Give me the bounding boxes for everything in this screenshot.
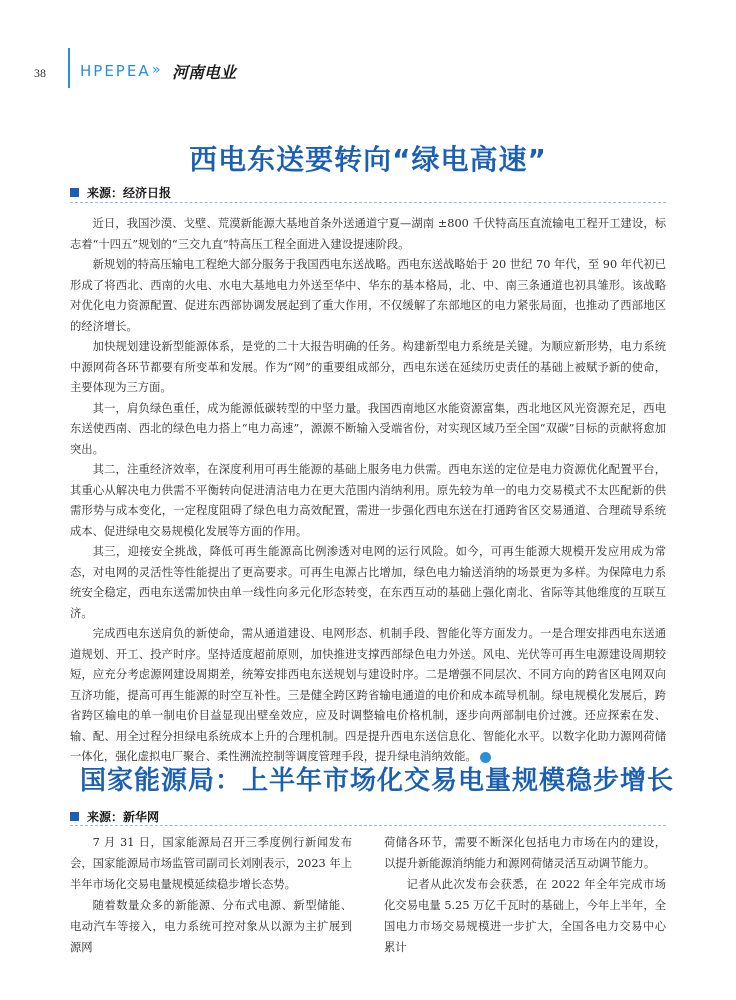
article1-source-text: 来源：经济日报 (87, 186, 172, 200)
brand-separator: » (152, 62, 161, 78)
article1-source (70, 184, 171, 201)
article2-right-column (384, 832, 666, 958)
article2-divider (70, 825, 666, 826)
source-marker-icon (70, 188, 79, 197)
article1-paragraph: 近日，我国沙漠、戈壁、荒漠新能源大基地首条外送通道宁夏—湖南 ±800 千伏特高压直流输电工程开工建设，标志着“十四五”规划的“三交九直”特高压工程全面进入建设提速阶段。 (70, 217, 666, 251)
article2-left-column (70, 832, 352, 958)
header-divider (68, 48, 70, 88)
article1-paragraph-text: 完成西电东送肩负的新使命，需从通道建设、电网形态、机制手段、智能化等方面发力。一是合理安排西电东送通道规划、开工、投产时序。坚持适度超前原则，加快推进支撑西部绿色电力外送。风电、光伏等可再生电源建设周期较短，应充分考虑源网建设周期差，统筹安排西电东送规划与建设时序。二是增强不同层次、不同方向的跨省区电网双向互济功能，提高可再生能源的时空互补性。三是健全跨区跨省输电通道的电价和成本疏导机制。绿电规模化发展后，跨省跨区输电的单一制电价目益显现出壁垒效应，应及时调整输电价格机制，逐步向两部制电价过渡。还应探索在发、输、配、用全过程分担绿电系统成本上升的合理机制。四是提升西电东送信息化、智能化水平。以数字化助力源网荷储一体化，强化虚拟电厂聚合、柔性溯流控制等调度管理手段，提升绿电消纳效能。 (70, 627, 666, 763)
article1-paragraph: 其一，肩负绿色重任，成为能源低碳转型的中坚力量。我国西南地区水能资源富集，西北地区风光资源充足，西电东送使西南、西北的绿色电力搭上“电力高速”，源源不断输入受端省份，对实现区域乃至全国“双碳”目标的贡献将愈加突出。 (70, 401, 666, 456)
article1-paragraph-last (70, 624, 666, 768)
article2-source (70, 808, 159, 825)
article2-paragraph-continued: 荷储各环节，需要不断深化包括电力市场在内的建设，以提升新能源消纳能力和源网荷储灵活互动调节能力。 (384, 836, 666, 870)
article1-paragraph: 加快规划建设新型能源体系，是党的二十大报告明确的任务。构建新型电力系统是关键。为顺应新形势，电力系统中源网荷各环节都要有所变革和发展。作为“网”的重要组成部分，西电东送在延续历史责任的基础上被赋予新的使命，主要体现为三方面。 (70, 340, 666, 394)
article2-paragraph: 7 月 31 日，国家能源局召开三季度例行新闻发布会，国家能源局市场监管司副司长刘刚表示，2023 年上半年市场化交易电量规模延续稳步增长态势。 (70, 836, 352, 891)
article1-paragraph: 其二，注重经济效率，在深度利用可再生能源的基础上服务电力供需。西电东送的定位是电力资源优化配置平台，其重心从解决电力供需不平衡转向促进清洁电力在更大范围内消纳利用。原先较为单一的电力交易模式不太匹配新的供需形势与成本变化，一定程度阻碍了绿色电力高效配置，需进一步强化西电东送在打通跨省区交易通道、合理疏导系统成本、促进绿电交易规模化发展等方面的作用。 (70, 463, 666, 538)
article2-title: 国家能源局：上半年市场化交易电量规模稳步增长 (80, 766, 675, 796)
article1-paragraph: 其三，迎接安全挑战，降低可再生能源高比例渗透对电网的运行风险。如今，可再生能源大规模开发应用成为常态，对电网的灵活性等性能提出了更高要求。可再生电源占比增加，绿色电力输送消纳的场景更为多样。为保障电力系统安全稳定，西电东送需加快由单一线性向多元化形态转变，在东西互动的基础上强化南北、省际等其他维度的互联互济。 (70, 545, 666, 620)
brand-logo-cn: 河南电业 (172, 63, 237, 82)
source-marker-icon (70, 812, 79, 821)
article1-divider (70, 202, 666, 203)
page-number: 38 (34, 66, 46, 80)
article2-paragraph: 随着数量众多的新能源、分布式电源、新型储能、电动汽车等接入，电力系统可控对象从以源为主扩展到源网 (70, 899, 352, 954)
article1-body (70, 214, 666, 768)
brand-logo-latin: HPEPEA (80, 62, 151, 80)
article2-source-text: 来源：新华网 (87, 810, 160, 824)
article2-paragraph: 记者从此次发布会获悉，在 2022 年全年完成市场化交易电量 5.25 万亿千瓦时的基础上，今年上半年，全国电力市场交易规模进一步扩大，全国各电力交易中心累计 (384, 878, 666, 954)
article1-paragraph: 新规划的特高压输电工程绝大部分服务于我国西电东送战略。西电东送战略始于 20 世纪 70 年代，至 90 年代初已形成了将西北、西南的火电、水电大基地电力外送至华中、华东的基本格局，北、中、南三条通道也初具雏形。该战略对优化电力资源配置、促进东西部协调发展起到了重大作用，不仅缓解了东部地区的电力紧张局面，也推动了西部地区的经济增长。 (70, 258, 666, 333)
article1-title: 西电东送要转向“绿电高速” (189, 143, 547, 176)
